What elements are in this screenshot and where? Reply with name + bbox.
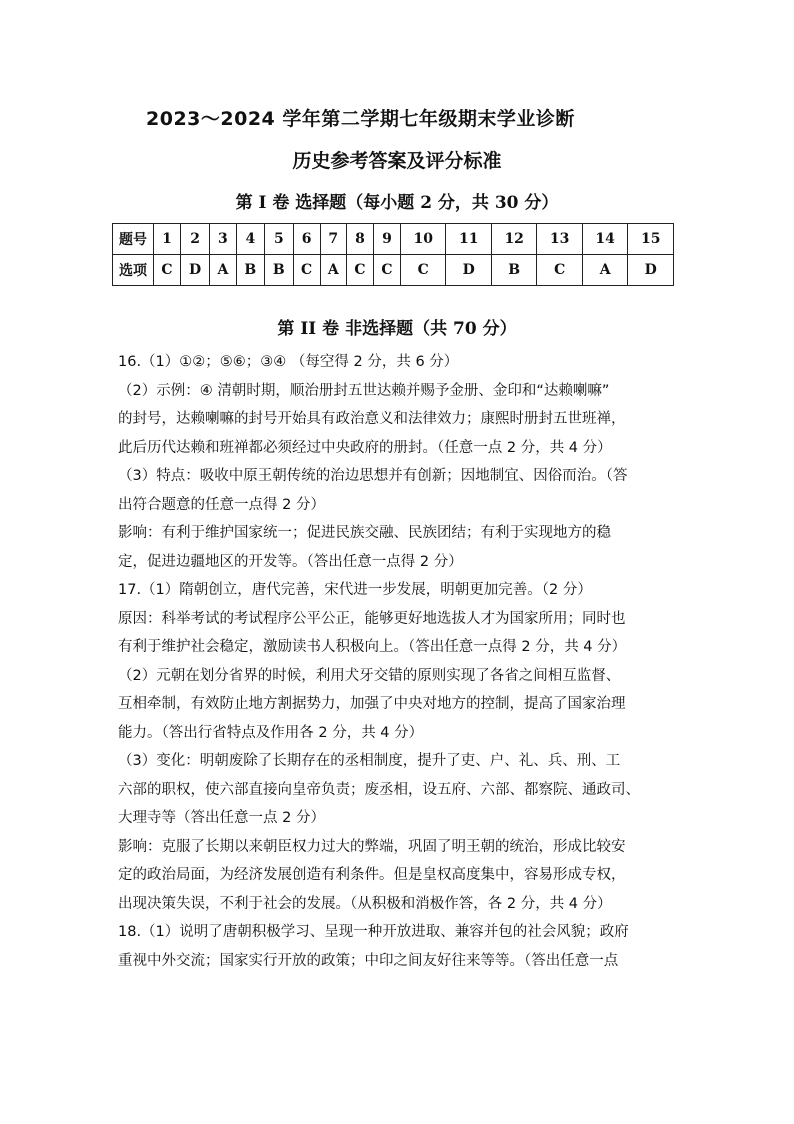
question-number: 6 bbox=[293, 224, 320, 255]
answer-cell: D bbox=[446, 255, 491, 286]
question-number: 7 bbox=[320, 224, 346, 255]
answer-line: 六部的职权，使六部直接向皇帝负责；废丞相，设五府、六部、都察院、通政司、 bbox=[118, 781, 640, 798]
answer-line: 大理寺等（答出任意一点 2 分） bbox=[118, 810, 325, 826]
question-number: 13 bbox=[537, 224, 582, 255]
answer-cell: B bbox=[236, 255, 265, 286]
answer-cell: B bbox=[265, 255, 294, 286]
answer-line: 定的政治局面，为经济发展创造有利条件。但是皇权高度集中，容易形成专权， bbox=[118, 867, 626, 883]
row-label-number: 题号 bbox=[113, 224, 154, 255]
answer-cell: D bbox=[628, 255, 674, 286]
answer-row bbox=[113, 255, 674, 286]
answer-cell: A bbox=[210, 255, 236, 286]
document-title: 2023～2024 学年第二学期七年级期末学业诊断 bbox=[146, 108, 575, 130]
answer-cell: C bbox=[400, 255, 445, 286]
question-number: 3 bbox=[210, 224, 236, 255]
question-number: 15 bbox=[628, 224, 674, 255]
answer-line: 定，促进边疆地区的开发等。（答出任意一点得 2 分） bbox=[118, 553, 463, 570]
answer-cell: B bbox=[491, 255, 536, 286]
answer-cell: C bbox=[373, 255, 400, 286]
answer-line: （2）元朝在划分省界的时候，利用犬牙交错的原则实现了各省之间相互监督、 bbox=[118, 667, 621, 684]
answer-line: 影响：有利于维护国家统一；促进民族交融、民族团结；有利于实现地方的稳 bbox=[118, 525, 611, 541]
answer-body bbox=[118, 348, 678, 975]
answer-cell: C bbox=[537, 255, 582, 286]
answer-cell: C bbox=[293, 255, 320, 286]
answer-cell: C bbox=[154, 255, 181, 286]
answer-line: 18.（1）说明了唐朝积极学习、呈现一种开放进取、兼容并包的社会风貌；政府 bbox=[118, 924, 629, 940]
answer-line: 出现决策失误，不利于社会的发展。（从积极和消极作答，各 2 分，共 4 分） bbox=[118, 895, 612, 912]
answer-line: 出符合题意的任意一点得 2 分） bbox=[118, 496, 325, 513]
question-number: 11 bbox=[446, 224, 491, 255]
section-2-title: 第 II 卷 非选择题（共 70 分） bbox=[277, 319, 517, 339]
question-number: 4 bbox=[236, 224, 265, 255]
answer-cell: A bbox=[582, 255, 627, 286]
answer-line: 此后历代达赖和班禅都必须经过中央政府的册封。（任意一点 2 分，共 4 分） bbox=[118, 439, 612, 456]
answer-cell: D bbox=[181, 255, 210, 286]
answer-line: （2）示例：④ 清朝时期，顺治册封五世达赖并赐予金册、金印和“达赖喇嘛” bbox=[118, 382, 610, 399]
question-number: 8 bbox=[346, 224, 373, 255]
answer-line: 重视中外交流；国家实行开放的政策；中印之间友好往来等等。（答出任意一点 bbox=[118, 952, 619, 969]
answer-line: （3）特点：吸收中原王朝传统的治边思想并有创新；因地制宜、因俗而治。（答 bbox=[118, 468, 628, 484]
question-number: 14 bbox=[582, 224, 627, 255]
question-number: 10 bbox=[400, 224, 445, 255]
question-number: 2 bbox=[181, 224, 210, 255]
question-number-row bbox=[113, 224, 674, 255]
answer-table bbox=[112, 223, 674, 286]
question-number: 1 bbox=[154, 224, 181, 255]
answer-cell: C bbox=[346, 255, 373, 286]
answer-line: 互相牵制，有效防止地方割据势力，加强了中央对地方的控制，提高了国家治理 bbox=[118, 696, 626, 712]
answer-line: 有利于维护社会稳定，激励读书人积极向上。（答出任意一点得 2 分，共 4 分） bbox=[118, 639, 627, 655]
document-subtitle: 历史参考答案及评分标准 bbox=[292, 150, 502, 172]
row-label-answer: 选项 bbox=[113, 255, 154, 286]
question-number: 5 bbox=[265, 224, 294, 255]
answer-line: 能力。（答出行省特点及作用各 2 分，共 4 分） bbox=[118, 724, 424, 741]
question-number: 12 bbox=[491, 224, 536, 255]
answer-line: 16.（1）①②；⑤⑥；③④ （每空得 2 分，共 6 分） bbox=[118, 354, 459, 370]
answer-cell: A bbox=[320, 255, 346, 286]
answer-line: 的封号，达赖喇嘛的封号开始具有政治意义和法律效力；康熙时册封五世班禅， bbox=[118, 411, 626, 427]
answer-line: （3）变化：明朝废除了长期存在的丞相制度，提升了吏、户、礼、兵、刑、工 bbox=[118, 753, 621, 769]
section-1-title: 第 I 卷 选择题（每小题 2 分，共 30 分） bbox=[235, 193, 559, 213]
answer-line: 影响：克服了长期以来朝臣权力过大的弊端，巩固了明王朝的统治，形成比较安 bbox=[118, 838, 626, 855]
answer-line: 原因：科举考试的考试程序公平公正，能够更好地选拔人才为国家所用；同时也 bbox=[118, 610, 626, 627]
answer-line: 17.（1）隋朝创立，唐代完善，宋代进一步发展，明朝更加完善。（2 分） bbox=[118, 582, 592, 598]
question-number: 9 bbox=[373, 224, 400, 255]
